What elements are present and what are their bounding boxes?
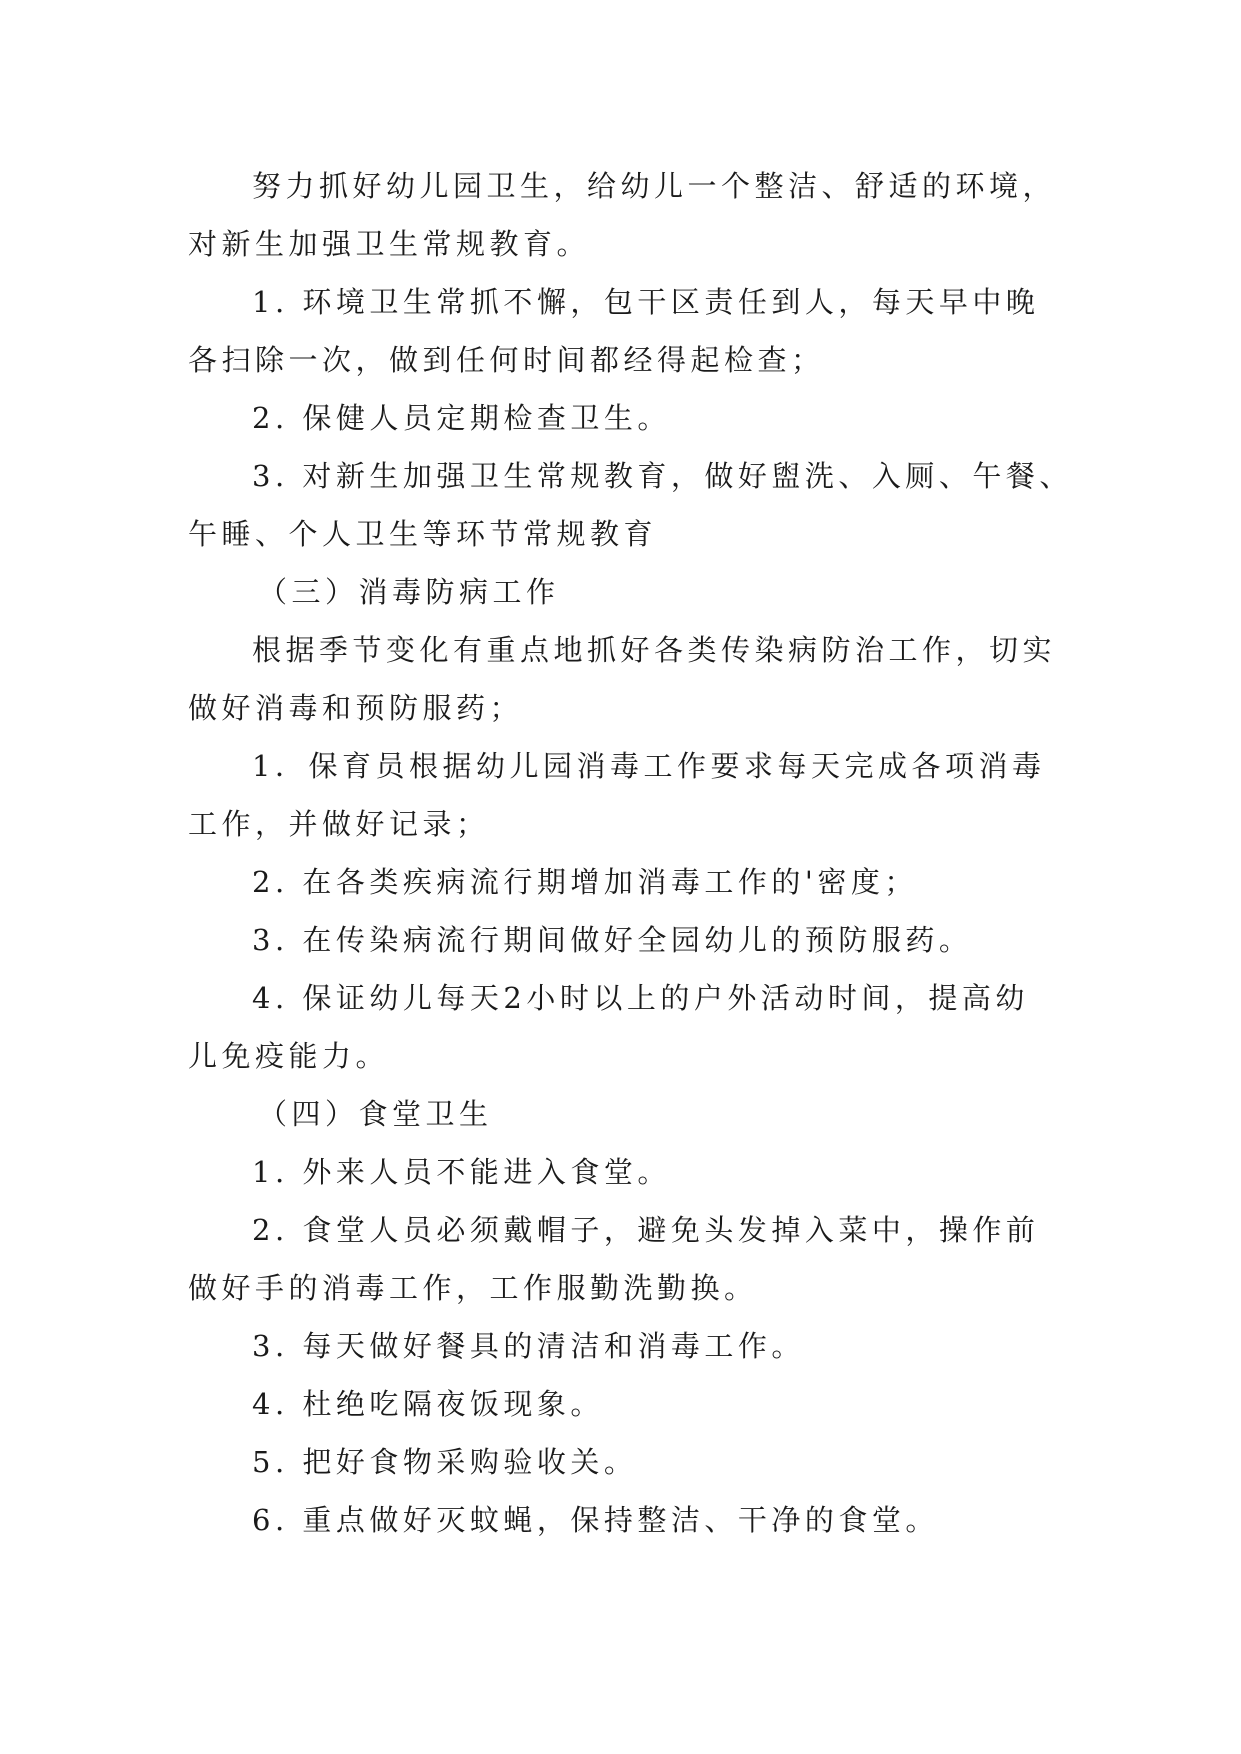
list-item-line: 1. 外来人员不能进入食堂。 [252, 1155, 671, 1189]
paragraph-line: 努力抓好幼儿园卫生，给幼儿一个整洁、舒适的环境， [252, 169, 1057, 203]
list-item-line: 做好手的消毒工作，工作服勤洗勤换。 [188, 1271, 758, 1305]
section-heading: （三）消毒防病工作 [258, 575, 560, 609]
list-item-line: 2. 食堂人员必须戴帽子，避免头发掉入菜中，操作前 [252, 1213, 1040, 1247]
list-item-line: 5. 把好食物采购验收关。 [252, 1445, 638, 1479]
list-item-line: 2. 在各类疾病流行期增加消毒工作的'密度； [252, 865, 918, 899]
list-item-line: 工作，并做好记录； [188, 807, 490, 841]
paragraph-line: 对新生加强卫生常规教育。 [188, 227, 591, 261]
list-item-line: 1．保育员根据幼儿园消毒工作要求每天完成各项消毒 [252, 749, 1046, 783]
list-item-line: 午睡、个人卫生等环节常规教育 [188, 517, 658, 551]
section-heading: （四）食堂卫生 [258, 1097, 493, 1131]
list-item-line: 1. 环境卫生常抓不懈，包干区责任到人，每天早中晚 [252, 285, 1040, 319]
list-item-line: 6. 重点做好灭蚊蝇，保持整洁、干净的食堂。 [252, 1503, 939, 1537]
list-item-line: 3. 在传染病流行期间做好全园幼儿的预防服药。 [252, 923, 973, 957]
list-item-line: 4. 杜绝吃隔夜饭现象。 [252, 1387, 604, 1421]
paragraph-line: 根据季节变化有重点地抓好各类传染病防治工作，切实 [252, 633, 1057, 667]
list-item-line: 各扫除一次，做到任何时间都经得起检查； [188, 343, 825, 377]
list-item-line: 2. 保健人员定期检查卫生。 [252, 401, 671, 435]
list-item-line: 儿免疫能力。 [188, 1039, 390, 1073]
list-item-line: 4. 保证幼儿每天2小时以上的户外活动时间，提高幼 [252, 981, 1029, 1015]
paragraph-line: 做好消毒和预防服药； [188, 691, 524, 725]
list-item-line: 3. 每天做好餐具的清洁和消毒工作。 [252, 1329, 805, 1363]
list-item-line: 3. 对新生加强卫生常规教育，做好盥洗、入厕、午餐、 [252, 459, 1073, 493]
